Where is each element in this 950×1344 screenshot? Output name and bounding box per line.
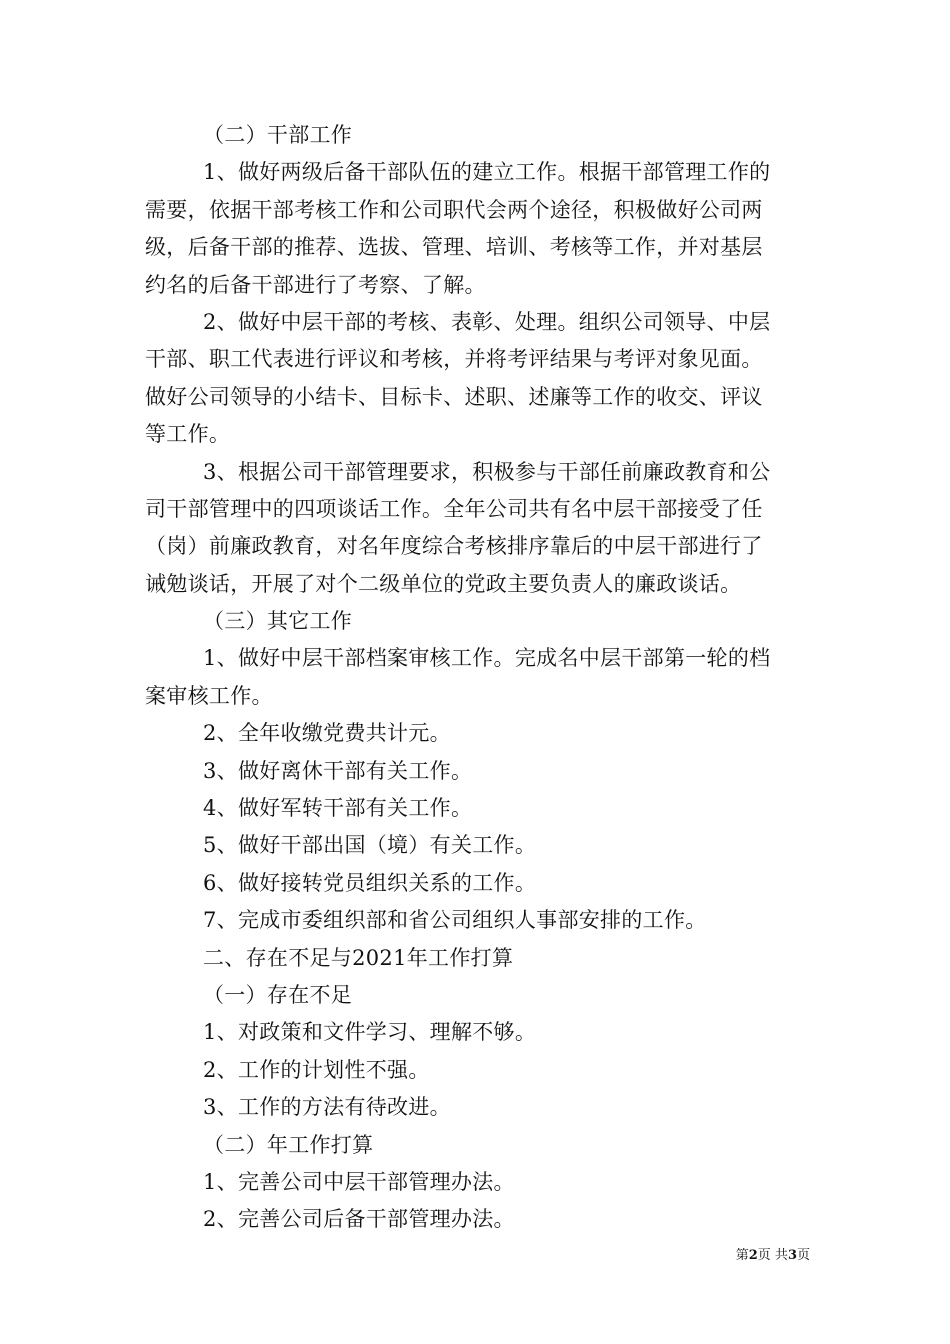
footer-middle: 页 共: [757, 1248, 788, 1263]
list-item: 5、做好干部出国（境）有关工作。: [203, 833, 537, 858]
list-item: 3、工作的方法有待改进。: [203, 1095, 451, 1120]
list-item: 4、做好军转干部有关工作。: [203, 796, 473, 821]
paragraph-line: 2、做好中层干部的考核、表彰、处理。组织公司领导、中层: [203, 309, 771, 334]
page-footer: [690, 1247, 810, 1265]
paragraph-line: 需要，依据干部考核工作和公司职代会两个途径，积极做好公司两: [145, 197, 763, 222]
paragraph-line: 等工作。: [145, 422, 231, 447]
section-heading-other-work: （三）其它工作: [203, 609, 353, 634]
paragraph-line: （岗）前廉政教育，对名年度综合考核排序靠后的中层干部进行了: [145, 534, 763, 559]
subsection-heading-shortcomings: （一）存在不足: [203, 982, 353, 1007]
footer-suffix: 页: [796, 1248, 810, 1263]
footer-current-page: 2: [748, 1248, 758, 1263]
list-item: 3、做好离休干部有关工作。: [203, 758, 473, 783]
paragraph-line: 司干部管理中的四项谈话工作。全年公司共有名中层干部接受了任: [145, 496, 763, 521]
section-heading-shortcomings-plan: 二、存在不足与2021年工作打算: [203, 945, 514, 970]
footer-prefix: 第: [735, 1248, 749, 1263]
paragraph-line: 1、做好中层干部档案审核工作。完成名中层干部第一轮的档: [203, 646, 771, 671]
list-item: 6、做好接转党员组织关系的工作。: [203, 870, 537, 895]
list-item: 1、对政策和文件学习、理解不够。: [203, 1020, 537, 1045]
paragraph-line: 级，后备干部的推荐、选拔、管理、培训、考核等工作，并对基层: [145, 235, 763, 260]
list-item: 2、全年收缴党费共计元。: [203, 721, 451, 746]
paragraph-line: 3、根据公司干部管理要求，积极参与干部任前廉政教育和公: [203, 459, 771, 484]
list-item: 1、完善公司中层干部管理办法。: [203, 1169, 515, 1194]
list-item: 2、完善公司后备干部管理办法。: [203, 1207, 515, 1232]
document-body: [145, 117, 810, 1239]
paragraph-line: 做好公司领导的小结卡、目标卡、述职、述廉等工作的收交、评议: [145, 384, 763, 409]
subsection-heading-work-plan: （二）年工作打算: [203, 1132, 374, 1157]
paragraph-line: 1、做好两级后备干部队伍的建立工作。根据干部管理工作的: [203, 160, 771, 185]
footer-total-pages: 3: [787, 1248, 797, 1263]
paragraph-line: 诫勉谈话，开展了对个二级单位的党政主要负责人的廉政谈话。: [145, 571, 742, 596]
list-item: 2、工作的计划性不强。: [203, 1057, 430, 1082]
paragraph-line: 干部、职工代表进行评议和考核，并将考评结果与考评对象见面。: [145, 347, 763, 372]
paragraph-line: 约名的后备干部进行了考察、了解。: [145, 272, 486, 297]
list-item: 7、完成市委组织部和省公司组织人事部安排的工作。: [203, 908, 707, 933]
paragraph-line: 案审核工作。: [145, 683, 273, 708]
section-heading-cadre-work: （二）干部工作: [203, 123, 353, 147]
